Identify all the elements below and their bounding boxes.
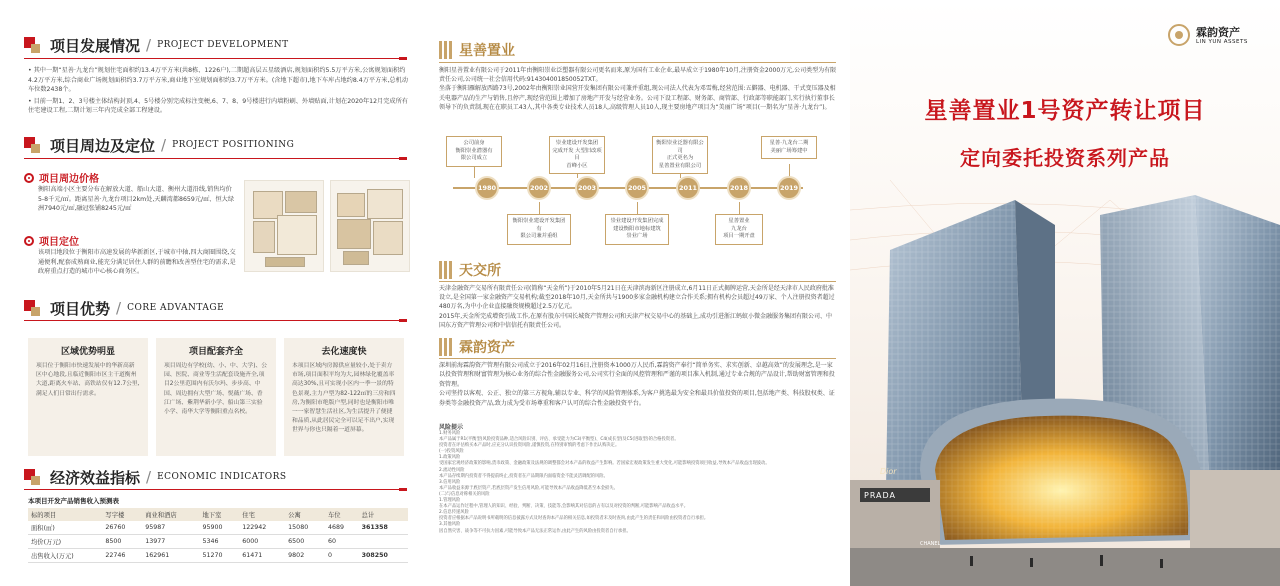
store-sign-chanel: CHANEL [920, 541, 941, 547]
development-para-1: • 其中一期“星善·九龙台”规划住宅面积约13.4万平方米(共8栋、1226户),二期超高层五星级酒店,规划面积约5.5万平方米,公寓规划面积约4.2万平方米,综合商业广场规划面积约3.7万平方米,商业地下室规划面积约3.7万平方米。(含地下超市),地下车库占地约8.4万平方米,总机动车位数2438个。 [28, 67, 408, 93]
table-cell [359, 535, 408, 549]
xingshan-text: 衡阳星善置业有限公司于2011年由衡阳崇业泛塑器有限公司更名而来,原为国有工业企业,最早成立于1980年10月,注册资金2000万元,公司类型为有限责任公司,公司统一社会信用代码:914304001850052TXT。 坐落于衡阳雁解放西路73号,2002年由衡阳崇业国营开发集团有限公司兼并重组,现公司法人代表为邓雪梅,经营范围:五僻器、电机器、干式变压器及相关电器产品的生产与销售,且停产,现经营范围上增加了房地产开发与经营业务。公司下设工程部、财务部、商管部、行政部等职能部门,实行执行董事长领导下的负责制,现在在职员工43人,其中各类专业技术人员18人,高级管理人员10人,现主要房地产项目为“美丽广场”项目(一期名为“星善·九龙台”)。 [439, 67, 837, 111]
table-header-cell: 商业和酒店 [142, 508, 199, 521]
development-para-2: • 目前一期1、2、3号楼主体结构封顶,4、5号楼分别完成标注变梗,6、7、8、9号楼进行内墙粉刷、外墙贴面,计划在2020年12月完成所有住宅建设工程,二期计划三年内完成全部工程建设。 [28, 97, 408, 114]
advantage-card-facilities [156, 338, 276, 456]
development-text [28, 66, 410, 116]
brand-name-en: LIN YUN ASSETS [1196, 38, 1248, 45]
section-sep: / [146, 36, 152, 54]
section-title-en: PROJECT DEVELOPMENT [157, 40, 289, 50]
table-cell: 15080 [285, 521, 325, 535]
subhead-position [24, 233, 79, 248]
cover-title: 星善置业1号资产转让项目 [924, 98, 1206, 124]
table-cell: 308250 [359, 549, 408, 563]
table-row [28, 549, 408, 563]
timeline-event-bottom: 衡阳崇业建设开发集团有 限公司兼并重组 [507, 214, 571, 245]
table-cell: 5346 [199, 535, 239, 549]
table-header-cell: 标的项目 [28, 508, 102, 521]
location-pin-icon [24, 173, 34, 183]
brand-name-cn: 霖韵资产 [1196, 25, 1240, 39]
table-cell: 60 [325, 535, 359, 549]
section-title-en: PROJECT POSITIONING [172, 140, 295, 150]
timeline-year: 2019 [777, 176, 801, 200]
table-cell: 122942 [239, 521, 285, 535]
table-cell: 95900 [199, 521, 239, 535]
section-title: 项目优势 [50, 299, 111, 318]
table-cell: 出售收入(万元) [28, 549, 102, 563]
section-header-positioning [24, 134, 294, 156]
timeline-stem [539, 202, 540, 214]
table-cell: 9802 [285, 549, 325, 563]
table-header-row [28, 508, 408, 521]
section-rule [439, 281, 836, 282]
table-cell: 61471 [239, 549, 285, 563]
timeline-year: 2018 [727, 176, 751, 200]
section-rule [24, 58, 407, 59]
section-sep: / [146, 468, 152, 486]
table-cell: 4689 [325, 521, 359, 535]
table-cell: 6000 [239, 535, 285, 549]
section-header-development [24, 34, 289, 56]
table-row [28, 535, 408, 549]
linyun-text: 深圳前海霖韵资产管理有限公司成立于2016年02月16日,注册资本1000万人民币,霖韵资产奉行“简单务实、求实创新、卓越高效”的发展理念,是一家以投资管理和财富管理为核心业务的综合性金融服务公司,公司实行全面的风控管理和严谨的项目准入机制,通过专业合规的产品设计,帮助财富管理和投资管理。 公司坚持以客观、公正、独立的第三方视角,辅以专业、科学的风险管理体系,为客户挑选最为安全和最具价值投资的项目,包括地产类、科技股权类、证券类等金融投资产品,致力成为受市场尊重和客户认可的综合性金融投资平台。 [439, 362, 835, 407]
section-rule [24, 489, 407, 490]
timeline-event-top: 崇业建设开发集团 完成开发 大型旧改项目 首峰小区 [549, 136, 605, 174]
advantage-card-text: 项目周边有学校(幼、小、中、大学)、公园、医院、商业等生活配套设施齐全,项目2公里范围内有沃尔玛、步步高、中国、周边拥有大型广场、悦薇广场、香江广场、紫荆华新小学、船山第三实验小学、南华大学等衡阳重点名校。 [164, 363, 268, 416]
section-header-tianjiaosuo [439, 260, 501, 280]
risk-title: 风险提示 [439, 424, 464, 431]
brand-logo-icon [1168, 24, 1190, 46]
timeline-stem [637, 202, 638, 214]
gold-bars-icon [439, 338, 453, 356]
section-rule [24, 320, 407, 321]
table-header-cell: 总计 [359, 508, 408, 521]
timeline-event-top: 公司前身 衡阳崇业潜器有 限公司成立 [446, 136, 502, 167]
section-header-linyun [439, 337, 515, 357]
timeline-year: 2002 [527, 176, 551, 200]
timeline-year: 2003 [575, 176, 599, 200]
panel-project-info [0, 0, 425, 586]
subhead-price-title: 项目周边价格 [39, 174, 99, 185]
table-header-cell: 公寓 [285, 508, 325, 521]
risk-text: 1.财务风险 本产品属于R1(平衡型)风险投资品种,适合风险识别、评估、承受能力为C3(平衡型)、C4(成长型)及C5(进取型)的合格投资者。 投资者在评估购买本产品时,应充分认识投资风险,谨慎投资,在特别审慎的考虑下作出认购决定。 (一)投资风险 1.政策风险 受国家宏观经济政策的影响,货币政策、金融政策及法规的调整都会对本产品的收益产生影响。若国家宏观政策发生重大变化,可能影响投资项目收益,导致本产品收益出现波动。 2.流动性风险 本产品存续期内投资者不得提前终止,投资者在产品期限内面临资金不能灵活调配的风险。 3.信用风险 本产品收益来源于底层资产,若底层资产发生信用风险,可能导致本产品收益降低甚至本金损失。 (二)与信息对称相关的风险 1.管理风险 在本产品运作过程中,管理人的知识、经验、判断、决策、技能等,会影响其对信息的占有以及对投资的判断,可能影响产品收益水平。 2.信息传递风险 投资者应根据本产品说明书所载明的信息披露方式及时查询本产品的相关信息,如投资者未及时查询,由此产生的责任和风险由投资者自行承担。 3.其他风险 因自然灾害、战争等不可抗力因素,可能导致本产品无法正常运作,由此产生的风险由投资者自行承担。 [439, 431, 770, 534]
advantage-card-text: 本项目区域内房源供应量较小,处于卖方市场,项目面积平均为大,园林绿化覆盖率高达30%,且可实现小区内一季一景的特色景观,主力户型为82-122㎡的三房和四房,为衡阳市绝版户型,同时也是衡阳市唯一一家智慧生活社区,为生活提升了便捷和品质,从此居民完全可以足不出户,实现世界与你也只隔着一道屏幕。 [292, 363, 396, 434]
store-sign-prada: PRADA [864, 491, 897, 500]
subhead-price [24, 170, 99, 185]
gold-bars-icon [439, 41, 453, 59]
position-text: 该项目地段位于衡阳市高速发展的华新新区,于城市中轴,四大商圈围绕,交通便利,配套成熟商业,能充分满足居住人群的前瞻和改善型住宅的需求,是政府重点打造的城市中心核心商务区。 [38, 249, 236, 275]
table-cell: 51270 [199, 549, 239, 563]
section-rule [24, 158, 407, 159]
advantage-card-text: 项目位于衡阳市快速发展中的华新高新区中心地段,且临近衡阳市区主干道衡州大道,距离火车站、高铁站仅有12.7公里,满足人们日常出行需求。 [36, 363, 140, 397]
section-title: 经济效益指标 [50, 468, 141, 487]
gold-bars-icon [439, 261, 453, 279]
timeline-event-bottom: 星善置业 九龙台 项目一期开盘 [715, 214, 763, 245]
timeline-event-top: 衡阳崇业泛器有限公司 正式更名为 星善置业有限公司 [652, 136, 708, 174]
table-header-cell: 车位 [325, 508, 359, 521]
table-cell: 22746 [102, 549, 142, 563]
timeline-event-top: 星善·九龙台二期 美丽广场筹建中 [761, 136, 817, 159]
timeline-event-bottom: 崇业建设开发集团完成 建设衡阳市地标建筑 崇业广场 [605, 214, 669, 245]
section-mark-icon [24, 37, 40, 53]
table-cell: 361358 [359, 521, 408, 535]
table-cell: 均价(万元) [28, 535, 102, 549]
section-title: 霖韵资产 [459, 340, 515, 356]
section-title-en: CORE ADVANTAGE [127, 303, 225, 313]
section-rule [439, 62, 836, 63]
section-sep: / [161, 136, 167, 154]
section-mark-icon [24, 300, 40, 316]
table-header-cell: 住宅 [239, 508, 285, 521]
table-cell: 26760 [102, 521, 142, 535]
table-header-cell: 写字楼 [102, 508, 142, 521]
section-title: 天交所 [459, 263, 501, 279]
timeline-stem [739, 202, 740, 214]
cover-subtitle: 定向委托投资系列产品 [960, 146, 1170, 170]
section-title: 项目发展情况 [50, 36, 141, 55]
timeline-year: 1980 [475, 176, 499, 200]
table-cell: 6500 [285, 535, 325, 549]
advantage-card-title: 区域优势明显 [60, 347, 115, 357]
sales-forecast-table [28, 508, 408, 563]
location-pin-icon [24, 236, 34, 246]
table-cell: 面积(㎡) [28, 521, 102, 535]
cover-illustration [850, 0, 1280, 586]
section-title-en: ECONOMIC INDICATORS [157, 472, 287, 482]
brand-logo [1168, 24, 1248, 46]
section-rule [439, 358, 836, 359]
section-title: 星善置业 [459, 43, 515, 59]
section-header-economic [24, 466, 287, 488]
table-caption: 本项目开发产品销售收入预测表 [28, 497, 119, 505]
advantage-card-title: 项目配套齐全 [188, 347, 243, 357]
section-title: 项目周边及定位 [50, 136, 156, 155]
table-row [28, 521, 408, 535]
price-text: 衡阳高端小区主要分布在解放大道、船山大道、衡州大道沿线,销售均价5-8千元/㎡。距离星善·九龙台项目2km处,天麟湾都8659元/㎡、恒大绿洲7940元/㎡,融冠张铺8245元/㎡ [38, 186, 235, 212]
table-header-cell: 地下室 [199, 508, 239, 521]
panel-company-info [425, 0, 850, 586]
table-cell: 162961 [142, 549, 199, 563]
floorplan-image-2 [330, 180, 410, 272]
advantage-card-sales [284, 338, 404, 456]
timeline-year: 2005 [625, 176, 649, 200]
tianjiaosuo-text: 天津金融资产交易所有限责任公司(简称“天金所”)于2010年5月21日在天津滨海新区注册成立,6月11日正式揭牌运营,天金所是经天津市人民政府批准设立,是全国第一家金融资产交易机构;截至2018年10月,天金所共与1900多家金融机构建立合作关系;拥有机构会员超过49万家、个人注册投资者超过480万名,为中小企业直接融资规模超过2.5万亿元。 2015年,天金所完成增资引战工作,在原有股东中国长城资产管理公司和天津产权交易中心的基础上,成功引进浙江蚂蚁小微金融服务集团有限公司、中国东方资产管理公司和中信信托有限责任公司。 [439, 285, 835, 329]
store-sign-dior: Dior [880, 467, 897, 476]
table-cell: 0 [325, 549, 359, 563]
floorplan-image-1 [244, 180, 324, 272]
table-cell: 8500 [102, 535, 142, 549]
timeline-year: 2011 [676, 176, 700, 200]
section-header-xingshan [439, 40, 515, 60]
section-mark-icon [24, 469, 40, 485]
section-sep: / [116, 299, 122, 317]
table-cell: 95987 [142, 521, 199, 535]
section-mark-icon [24, 137, 40, 153]
advantage-card-region [28, 338, 148, 456]
advantage-card-title: 去化速度快 [321, 347, 367, 357]
table-cell: 13977 [142, 535, 199, 549]
panel-cover [850, 0, 1280, 586]
subhead-position-title: 项目定位 [39, 237, 79, 248]
section-header-advantage [24, 297, 224, 319]
